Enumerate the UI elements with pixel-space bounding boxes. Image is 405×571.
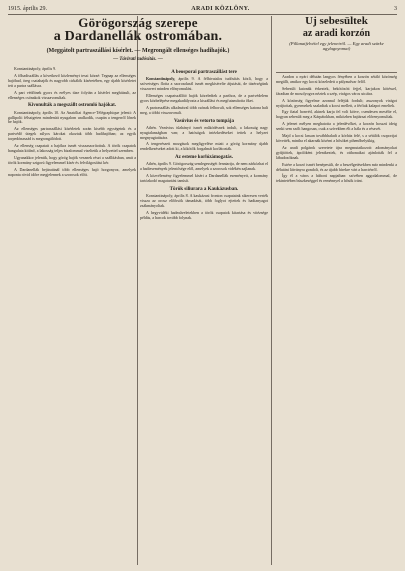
middle-heading-3: Az esteme korlózámogatás. [175,155,233,161]
page-number: 3 [393,6,397,12]
side-article-column: Aradon a nyári délután langyos fényében a korzón sétáló közönség megállt, amikor egy kocsi közeledett a pályaudvar felől. Sebesült katonák érkeztek, bekötözött fejjel, karjukon kötéssel, fáradtan de mosolyogva néztek a szép, virágos város utcáira. A közönség figyelme azonnal feléjük fordult; asszonyok virágot nyújtottak, gyermekek szaladtak a kocsi mellett, a férfiak kalapot emeltek. Egy fiatal honvéd, akinek karja fel volt kötve, csendesen mesélte el, hogyan sebesült meg a Kárpátokban, miközben bajtársai előrenyomultak. A jelenet mélyen meghatotta a jelenlévőket, a korzón hosszú ideig senki sem szólt hangosan, csak a szívekben élt a hála és a részvét. Majd a kocsi lassan továbbhaladt a kórház felé, s a sétálók csoportjai követték, mintha el akarnák kísérni a hősöket pihenőhelyükig. Az aradi polgárok szeretete újra megmutatkozott: adományokat gyűjtöttek, ápolóként jelentkeztek, és otthonaikat ajánlották fel a lábadozóknak. Estére a korzó ismét benépesült, de a beszélgetésekben már mindenki a délutáni látványra gondolt, és az újabb hírekre várt a harctérről. Így él a város a háború napjaiban: szívében aggodalommal, de tekintetében büszkeséggel és reménnyel a hősök iránt. [276,75,397,184]
column-divider-left [137,16,138,565]
masthead [8,4,397,15]
main-subheadline: (Meggátolt partraszállási kísérlet. — Megrongált ellenséges hadihajók.) [46,48,230,54]
middle-heading-4: Török siliurara a Kaukázusban. [169,187,239,193]
left-section-heading: Kivonulták a megszállt ostromló hajókat. [27,103,117,109]
middle-heading-2: Vasúvius és vetorto tompája [174,118,234,124]
main-headline-line-2: a Dardanellák ostromában. [53,29,223,44]
middle-heading-1: A beosporai partraszállást tere [171,70,237,75]
main-strapline: — Távirati tudósítás. — [113,57,163,62]
side-story-header [276,16,397,73]
main-headline-line-1: Görögország szerepe [78,15,198,30]
middle-article-column: A beosporai partraszállást tere Konstantinápoly, április 9. A félhivatalos tudósítás közli, hogy a szövetséges flotta a szorosoknál ismét megkísérelte átjutását, de tüzérségünk visszavert minden előnyomulást. Ellenséges csapatszállító hajók közeledtek a parthoz, de a partvédelem gyors közbelépése megakadályozta a kiszállást és megfutamította őket. A partraszállás alkalmával több csónak felborult, sok ellenséges katona halt meg, a többi visszavonult. Vasúvius és vetorto tompája Athén. Vezúvius tűzhányó ismét működésnek indult, a lakosság nagy nyugtalanságban van; a hatóságok intézkedéseket tettek a helyzet megnyugtatására. A tengerészeti mozgások megfigyelése miatt a görög kormány újabb rendelkezéseket adott ki, a kikötők forgalmát korlátozták. Az esteme korlózámogatás. Athén, április 9. Görögország semlegességét fenntartja, de nem zárkózhat el a hadiesemények jelentősége elől, amelyek a szorosok vidékén zajlanak. A közvélemény figyelemmel kíséri a Dardanellák eseményeit, a kormány tartózkodó magatartást tanúsít. Török siliurara a Kaukázusban. Konstantinápoly, április 8. A kaukázusi fronton csapataink sikeresen verték vissza az orosz előőrsök támadását, több foglyot ejtettek és hadianyagot zsákmányoltak. A hegyvidéki hadműveletekben a török csapatok kitartása és vitézsége példás, a harcok tovább folynak. [140,70,268,220]
side-story-title-line-1: Uj sebesültek [305,15,368,27]
issue-date: 1915. április 29. [8,6,47,12]
side-story-title-line-2: az aradi korzón [302,28,371,39]
side-story-subtitle: (Pillanatfelvétel egy jelenetről. — Egy aradi szürke agylagnyomat) [289,41,384,52]
left-article-column: Konstantinápoly, április 9. A főhadiszállás a következő közleményt teszi közzé: Tegnap az ellenséges hajóhad, öreg csatahajók és nagyobb cirkálók kíséretében, egy újabb kísérletet tett a partra szállásra. A part védőinek gyors és erélyes tüze folytán a kísérlet meghiúsult, az ellenséges csónakok visszavonultak. Kivonulták a megszállt ostromló hajókat. Konstantinápoly, április 10. Az Anatóliai Agence-Télégraphique jelenti: A gallipolii félszigeten mindenütt nyugalom uralkodik, csupán a tengerről lőnek be hajók. Az ellenséges partraszállási kísérletek során kisebb egységeink és a partvédő ütegek súlyos károkat okoztak több hadihajóban; az egyik torpedónaszád is megrongálódott. Az ellenség csapatait a hajókra ismét visszaszorítottuk. A török csapatok hangulata kitűnő, a lakosság teljes bizalommal viseltetik a helyzettel szemben. Ugyanakkor jelentik, hogy görög hajók vesznek részt a szállításban, amit a török kormány szigorú figyelemmel kísér és felvilágosítást kér. A Dardanellák bejáratánál több ellenséges hajó horgonyoz, amelyek naponta rövid időre megjelennek a szorosok előtt. [8,67,136,177]
newspaper-title: ARADI KÖZLÖNY. [191,6,250,12]
column-divider-right [271,16,272,565]
